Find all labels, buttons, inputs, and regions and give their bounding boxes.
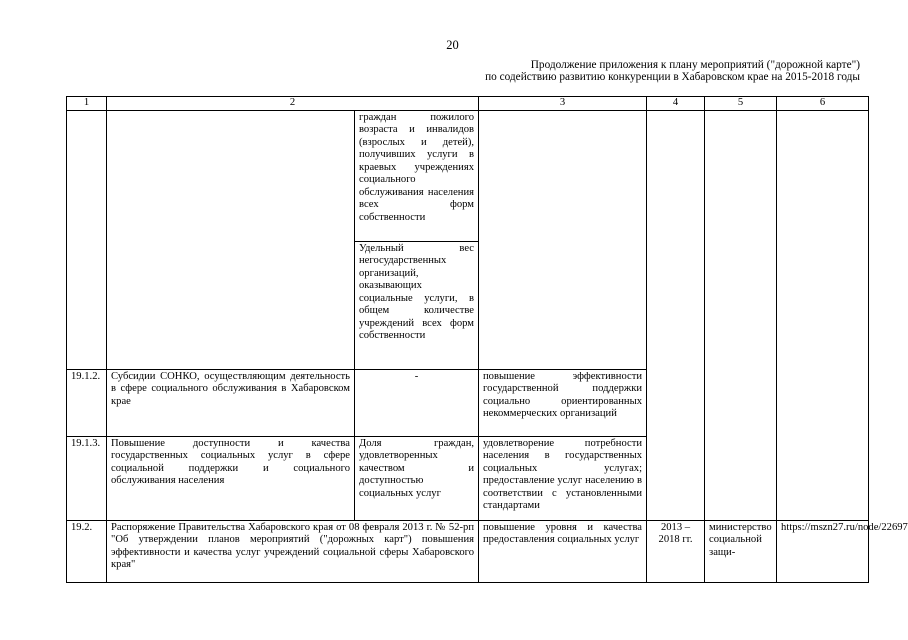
cont-result-cell [479, 110, 647, 369]
url-merged-cell [777, 110, 869, 520]
indicator-cell: - [355, 369, 479, 436]
measure-name: Распоряжение Правительства Хабаровского края от 08 февраля 2013 г. № 52-рп "Об утверждении планов мероприятий ("дорожных карт") повышения эффективности и качества услуг учреждений социальной сферы Хабаровского края" [107, 520, 479, 582]
subtitle-line-2: по содействию развитию конкуренции в Хабаровском крае на 2015-2018 годы [485, 71, 860, 83]
row-number: 19.1.3. [67, 436, 107, 520]
row-number: 19.2. [67, 520, 107, 582]
measures-table [66, 96, 908, 583]
executor-cell: министерство социальной защи- [705, 520, 777, 582]
column-header-3: 3 [479, 97, 647, 111]
document-subtitle [485, 59, 860, 83]
column-header-2: 2 [107, 97, 479, 111]
table-row [67, 110, 869, 241]
cont-name-cell [107, 110, 355, 369]
period-merged-cell [647, 110, 705, 520]
table-header-row [67, 97, 869, 111]
row-number: 19.1.2. [67, 369, 107, 436]
result-cell: повышение уровня и качества предоставления социальных услуг [479, 520, 647, 582]
column-header-1: 1 [67, 97, 107, 111]
executor-merged-cell [705, 110, 777, 520]
indicator-cell: Доля граждан, удовлетворенных качеством и доступностью социальных услуг [355, 436, 479, 520]
url-link[interactable]: https://mszn27.ru/node/22697 [777, 520, 869, 582]
period-cell: 2013 – 2018 гг. [647, 520, 705, 582]
result-cell: повышение эффективности государственной поддержки социально ориентированных некоммерческих организаций [479, 369, 647, 436]
table-row [67, 520, 869, 582]
column-header-4: 4 [647, 97, 705, 111]
page-number: 20 [446, 38, 459, 52]
subtitle-line-1: Продолжение приложения к плану мероприятий ("дорожной карте") [530, 59, 860, 71]
measure-name: Субсидии СОНКО, осуществляющим деятельность в сфере социального обслуживания в Хабаровском крае [107, 369, 355, 436]
indicator-cell: граждан пожилого возраста и инвалидов (взрослых и детей), получивших услуги в краевых учреждениях социального обслуживания населения всех форм собственности [355, 110, 479, 241]
column-header-5: 5 [705, 97, 777, 111]
column-header-6: 6 [777, 97, 869, 111]
indicator-cell: Удельный вес негосударственных организаций, оказывающих социальные услуги, в общем количестве учреждений всех форм собственности [355, 241, 479, 369]
measure-name: Повышение доступности и качества государственных социальных услуг в сфере социальной поддержки и социального обслуживания населения [107, 436, 355, 520]
cont-num-cell [67, 110, 107, 369]
result-cell: удовлетворение потребности населения в государственных социальных услугах; предоставление услуг населению в соответствии с установленными стандартами [479, 436, 647, 520]
